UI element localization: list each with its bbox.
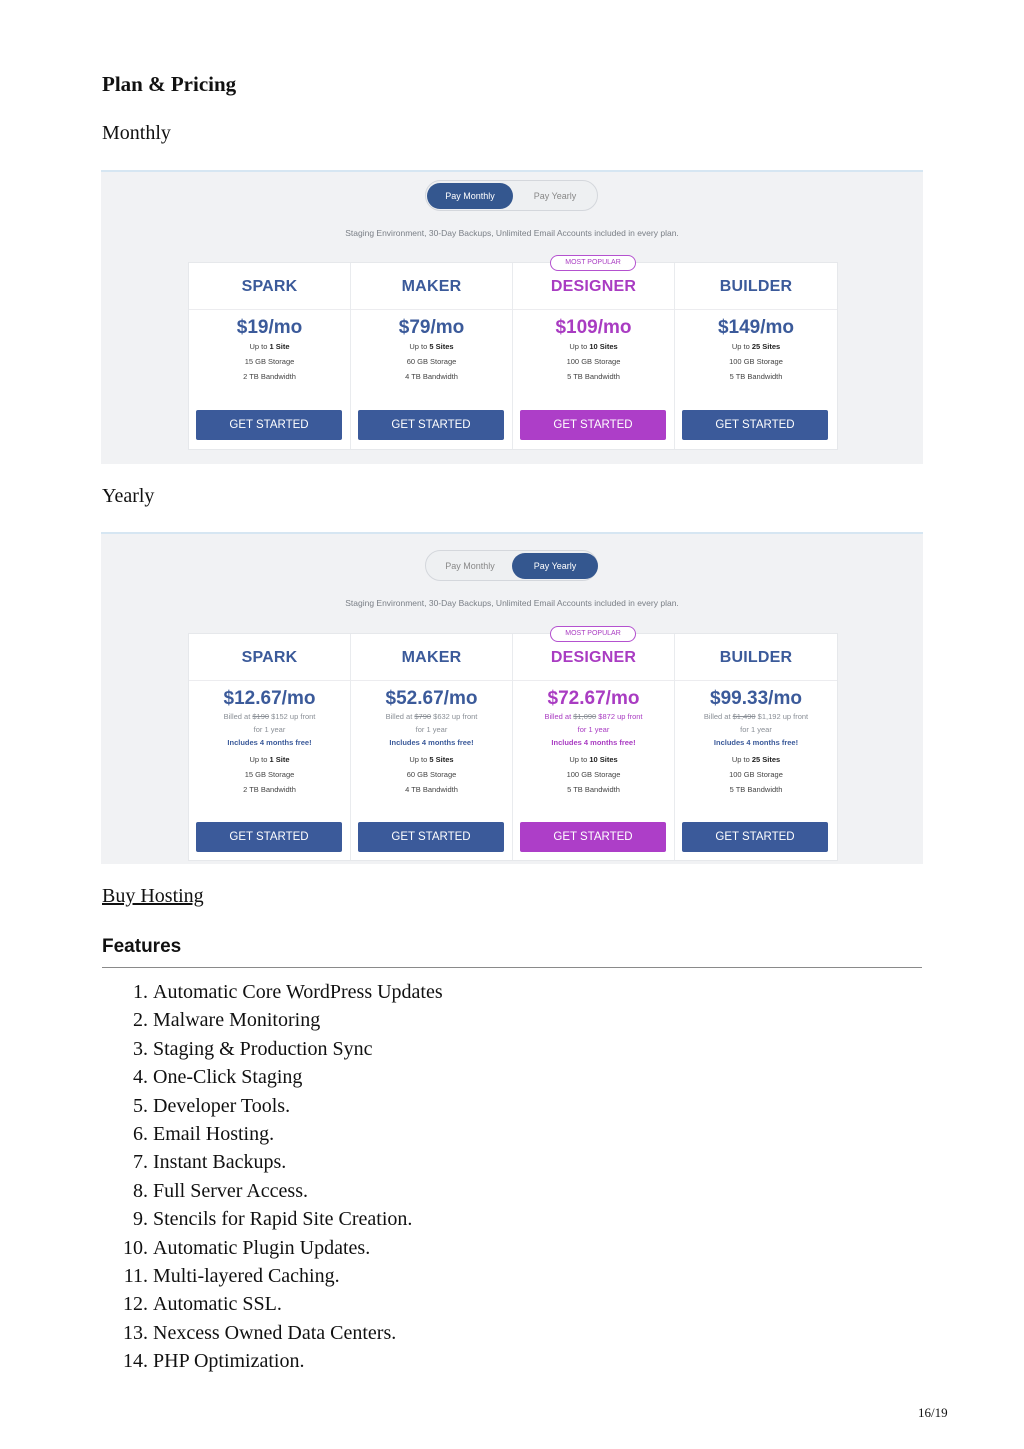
plan-sites: Up to 10 Sites	[569, 342, 618, 351]
plan-price: $19/mo	[236, 317, 303, 338]
plan-name: MAKER	[351, 263, 512, 310]
plan-price: $52.67/mo	[385, 688, 478, 709]
plan-price: $109/mo	[555, 317, 632, 338]
billing-toggle[interactable]	[425, 550, 598, 581]
plan-bandwidth: 5 TB Bandwidth	[729, 372, 783, 381]
list-item: 12. Automatic SSL.	[123, 1293, 282, 1316]
free-months: Includes 4 months free!	[713, 738, 799, 747]
plan-name: DESIGNER	[513, 634, 674, 681]
plan-bandwidth: 2 TB Bandwidth	[243, 785, 296, 794]
plan-bandwidth: 2 TB Bandwidth	[243, 372, 296, 381]
plan-name: BUILDER	[675, 634, 837, 681]
list-item: 5. Developer Tools.	[133, 1094, 291, 1117]
list-item: 9. Stencils for Rapid Site Creation.	[133, 1208, 413, 1231]
plan-bandwidth: 5 TB Bandwidth	[567, 785, 620, 794]
billing-toggle[interactable]	[425, 180, 598, 211]
free-months: Includes 4 months free!	[227, 738, 312, 747]
get-started-button[interactable]: GET STARTED	[520, 410, 666, 440]
plan-sites: Up to 5 Sites	[409, 342, 454, 351]
plan-name: SPARK	[189, 634, 350, 681]
plan-bandwidth: 5 TB Bandwidth	[567, 372, 620, 381]
plan-price: $79/mo	[398, 317, 465, 338]
plan-name: BUILDER	[675, 263, 837, 310]
list-item: 14. PHP Optimization.	[123, 1350, 305, 1373]
page-number: 16/19	[918, 1405, 948, 1420]
plan-bandwidth: 4 TB Bandwidth	[405, 785, 458, 794]
free-months: Includes 4 months free!	[551, 738, 636, 747]
list-item: 11. Multi-layered Caching.	[123, 1265, 340, 1288]
plan-bandwidth: 5 TB Bandwidth	[729, 785, 783, 794]
billed-line: Billed at $190 $152 up front	[223, 712, 316, 721]
billed-term: for 1 year	[740, 725, 772, 734]
list-item: 3. Staging & Production Sync	[133, 1037, 373, 1060]
billed-line: Billed at $1,490 $1,192 up front	[703, 712, 809, 721]
pay-monthly-toggle[interactable]: Pay Monthly	[445, 561, 495, 571]
list-item: 10. Automatic Plugin Updates.	[123, 1236, 371, 1259]
monthly-heading: Monthly	[102, 122, 171, 144]
get-started-button[interactable]: GET STARTED	[682, 410, 828, 440]
pay-monthly-toggle[interactable]: Pay Monthly	[427, 183, 513, 209]
pricing-monthly-screenshot	[101, 170, 923, 464]
plan-sites: Up to 25 Sites	[731, 342, 781, 351]
billed-line: Billed at $1,090 $872 up front	[544, 712, 643, 721]
list-item: 8. Full Server Access.	[133, 1179, 308, 1202]
free-months: Includes 4 months free!	[389, 738, 474, 747]
most-popular-badge: MOST POPULAR	[550, 626, 636, 642]
pay-yearly-toggle[interactable]: Pay Yearly	[533, 191, 577, 201]
get-started-button[interactable]: GET STARTED	[358, 822, 504, 852]
list-item: 4. One-Click Staging	[133, 1066, 303, 1089]
features-heading: Features	[102, 936, 182, 957]
plan-storage: 100 GB Storage	[729, 357, 783, 366]
plan-sites: Up to 25 Sites	[731, 755, 781, 764]
get-started-button[interactable]: GET STARTED	[196, 410, 342, 440]
included-note: Staging Environment, 30-Day Backups, Unlimited Email Accounts included in every plan.	[345, 228, 679, 238]
plan-cards	[188, 630, 838, 861]
plan-card-builder	[675, 263, 837, 449]
pay-yearly-toggle[interactable]: Pay Yearly	[512, 553, 598, 579]
billed-term: for 1 year	[577, 725, 610, 734]
divider	[102, 967, 922, 968]
list-item: 2. Malware Monitoring	[133, 1009, 321, 1032]
plan-card-spark	[189, 263, 351, 449]
plan-card-maker	[351, 634, 513, 860]
plan-name: SPARK	[189, 263, 350, 310]
list-item: 6. Email Hosting.	[133, 1123, 275, 1146]
plan-storage: 100 GB Storage	[566, 770, 621, 779]
plan-price: $12.67/mo	[223, 688, 316, 709]
plan-price: $99.33/mo	[710, 688, 802, 709]
plan-sites: Up to 1 Site	[249, 342, 290, 351]
plan-sites: Up to 10 Sites	[569, 755, 618, 764]
page-title: Plan & Pricing	[102, 72, 237, 96]
pricing-yearly-screenshot	[101, 532, 923, 864]
plan-name: MAKER	[351, 634, 512, 681]
plan-storage: 60 GB Storage	[406, 357, 457, 366]
plan-cards	[188, 259, 838, 450]
plan-bandwidth: 4 TB Bandwidth	[405, 372, 458, 381]
features-list	[102, 978, 702, 1376]
list-item: 1. Automatic Core WordPress Updates	[133, 981, 443, 1003]
plan-card-designer	[513, 630, 675, 860]
plan-card-maker	[351, 263, 513, 449]
get-started-button[interactable]: GET STARTED	[520, 822, 666, 852]
plan-name: DESIGNER	[513, 263, 674, 310]
plan-storage: 15 GB Storage	[244, 357, 295, 366]
plan-storage: 100 GB Storage	[566, 357, 621, 366]
plan-storage: 100 GB Storage	[729, 770, 783, 779]
most-popular-badge: MOST POPULAR	[550, 255, 636, 271]
plan-card-designer	[513, 259, 675, 449]
yearly-heading: Yearly	[102, 485, 155, 507]
plan-storage: 15 GB Storage	[244, 770, 295, 779]
billed-line: Billed at $790 $632 up front	[385, 712, 478, 721]
billed-term: for 1 year	[415, 725, 448, 734]
get-started-button[interactable]: GET STARTED	[196, 822, 342, 852]
plan-sites: Up to 5 Sites	[409, 755, 454, 764]
list-item: 13. Nexcess Owned Data Centers.	[123, 1321, 397, 1344]
plan-card-spark	[189, 634, 351, 860]
list-item: 7. Instant Backups.	[133, 1151, 287, 1174]
buy-hosting-link[interactable]: Buy Hosting	[102, 885, 204, 907]
included-note: Staging Environment, 30-Day Backups, Unlimited Email Accounts included in every plan.	[345, 598, 679, 608]
plan-price: $72.67/mo	[547, 688, 640, 709]
get-started-button[interactable]: GET STARTED	[682, 822, 828, 852]
get-started-button[interactable]: GET STARTED	[358, 410, 504, 440]
plan-sites: Up to 1 Site	[249, 755, 290, 764]
plan-card-builder	[675, 634, 837, 860]
billed-term: for 1 year	[253, 725, 286, 734]
plan-storage: 60 GB Storage	[406, 770, 457, 779]
plan-price: $149/mo	[717, 317, 795, 338]
